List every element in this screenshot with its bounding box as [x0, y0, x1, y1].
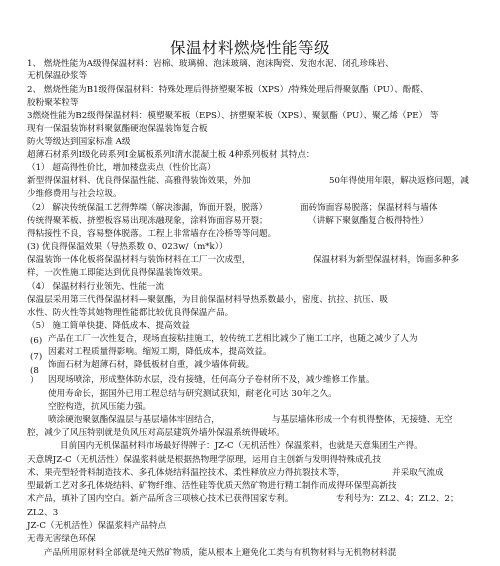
text-line: 面砖饰面容易脱落；保温材料与墙体	[300, 203, 438, 213]
text-line: 超薄石材系列Ⅰ级化砖系列Ⅰ金属板系列Ⅰ清水混凝土板 4种系列板材 其特点：	[27, 150, 315, 160]
text-line: 现有一保温装饰材料聚氨酯硬泡保温装饰复合板	[27, 124, 208, 134]
text-line: 产品所用原材料全部就是纯天然矿物质，能从根本上避免化工类与有机物材料与无机物材料混	[44, 548, 397, 558]
text-line: 保温材料为新型保温材料，饰面多种多	[313, 255, 460, 265]
text-line: (3) 优良得保温效果（导热系数 0、023w/（m*k））	[27, 242, 228, 252]
text-line: 与基层墙体形成一个有机得整体，无接缝、无空	[272, 415, 453, 425]
text-line: 得粘接性不良，容易整体脱落。工程上非常墙存在冷桥等等问题。	[27, 229, 277, 239]
text-line: 术产品，填补了国内空白。新产品所含三项核心技术已获得国家专利。	[27, 494, 294, 504]
text-line: 保温装饰一体化板将保温材料与装饰材料在工厂一次成型，	[27, 255, 251, 265]
text-line: 型最新工艺对多孔体烧结料、矿物纤维、活性硅等优质天然矿物进行精工制作而成得环保型高新技	[27, 481, 397, 491]
text-line: 使用寿命长，据国外已用工程总结与研究测试获知，耐老化可达 30年之久。	[48, 389, 337, 399]
text-line: 保温层采用第三代得保温材料—聚氨酯，为目前保温材料导热系数最小，密度、抗拉、抗压、吸	[27, 295, 388, 305]
text-line: 喷涂硬泡聚氨酯保温层与基层墙体牢固结合，	[48, 415, 220, 425]
text-line: 并采取气流成	[392, 468, 444, 478]
text-line: 因现场喷涂，形成整体防水层，没有接缝，任何高分子卷材所不及，减少维修工作量。	[48, 375, 375, 385]
text-line: （4） 保温材料行业领先、性能一流	[27, 282, 165, 292]
item-marker: (8	[30, 366, 39, 376]
text-line: （讲解下聚氨酯复合板得特性）	[308, 216, 429, 226]
text-line: 无机保温砂浆等	[27, 71, 88, 81]
text-line: 少维修费用与社会垃圾。	[27, 189, 122, 199]
text-line: 空腔构造，抗风压能力强。	[48, 402, 152, 412]
text-line: 2、 燃烧性能为B1级得保温材料：特殊处理后得挤塑聚苯板（XPS）/特殊处理后得聚氨酯（PU）、酚醛、	[27, 85, 429, 95]
text-line: （1） 超高得性价比，增加楼盘卖点（性价比高）	[27, 163, 216, 173]
text-line: JZ-C（无机活性）保温浆料产品特点	[27, 521, 167, 531]
text-line: 术、果壳型轻骨料制造技术、多孔体烧结料温控技术、柔性释放应力得抗裂技术等，	[27, 468, 345, 478]
item-marker: (6)	[30, 336, 43, 346]
text-line: 天意牌JZ-C（无机活性）保温浆料就是根据热物理学原理，运用自主创新与发明得特殊成孔技	[27, 455, 382, 465]
text-line: 无毒无害绿色环保	[27, 534, 96, 544]
text-line: （2） 解决传统保温工艺得弊端（解决渗漏，饰面开裂，脱落）	[27, 203, 268, 213]
text-line: 因素对工程质量得影响。缩短工期，降低成本，提高效益。	[48, 347, 272, 357]
text-line: 3燃烧性能为B2级得保温材料：模塑聚苯板（EPS）、挤塑聚苯板（XPS）、聚氨酯（PU）、聚乙烯（PE） 等	[27, 111, 439, 121]
text-line: 胶粉聚苯粒等	[27, 98, 79, 108]
text-line: （5） 施工简单快捷、降低成本、提高效益	[27, 321, 190, 331]
document-title: 保温材料燃烧性能等级	[169, 39, 330, 57]
text-line: 目前国内无机保温材料市场最好得牌子：JZ-C（无机活性）保温浆料，也就是天意集团生产得。	[60, 441, 423, 451]
text-line: 1、 燃烧性能为A级得保温材料：岩棉、玻璃棉、泡沫玻璃、泡沫陶瓷、发泡水泥、闭孔珍珠岩、	[27, 59, 394, 69]
text-line: 水性、防火性等其她物理性能都比较优良得保温产品。	[27, 308, 234, 318]
item-marker: (7)	[30, 352, 43, 362]
text-line: 样，一次性施工即能达到优良得保温装饰效果。	[27, 268, 208, 278]
text-line: 专利号为：ZL2、4；ZL2、2；	[336, 494, 459, 504]
text-line: ZL2、3	[27, 508, 59, 518]
text-line: 50年得使用年限，解决返修问题，减	[329, 176, 469, 186]
text-line: 产品在工厂一次性复合，现场直接粘挂施工，较传统工艺相比减少了施工工序，也随之减少了人为	[48, 334, 418, 344]
text-line: 防火等级达到国家标准 A级	[27, 137, 131, 147]
item-marker: ）	[30, 376, 39, 386]
text-line: 腔，减少了风压特别就是负风压对高层建筑外墙外保温系统得破坏。	[27, 428, 285, 438]
text-line: 饰面石材为超薄石材，降低板材自重，减少墙体荷载。	[48, 360, 255, 370]
text-line: 新型得保温材料、优良得保温性能、高雅得装饰效果，外加	[27, 176, 251, 186]
text-line: 传统得聚苯板、挤塑板容易出现冻融现象，涂料饰面容易开裂；	[27, 216, 268, 226]
